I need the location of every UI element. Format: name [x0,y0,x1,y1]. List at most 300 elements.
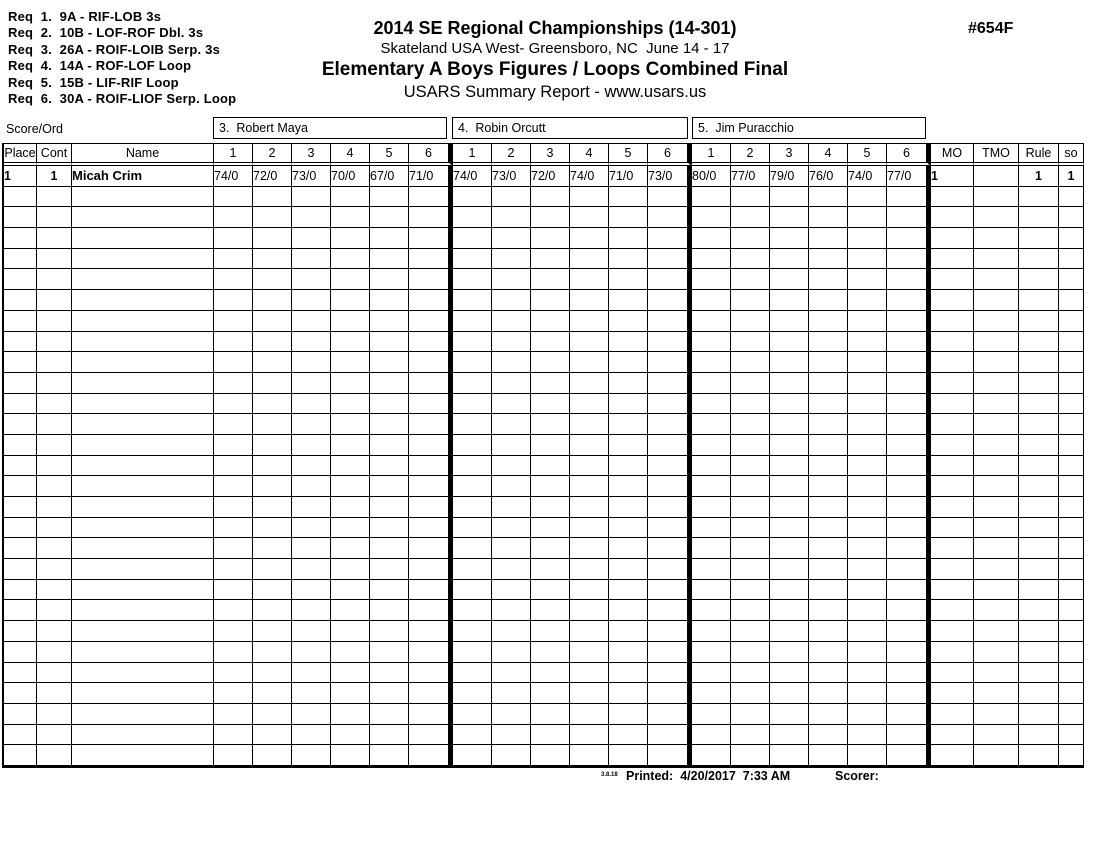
empty-cell [931,311,974,332]
empty-row [4,290,1084,311]
empty-cell [648,580,692,601]
empty-cell [848,497,887,518]
empty-cell [809,704,848,725]
empty-cell [453,187,492,208]
empty-cell [370,704,409,725]
empty-cell [1059,290,1084,311]
col-header-so: so [1059,144,1084,166]
empty-cell [531,249,570,270]
empty-cell [1059,187,1084,208]
empty-cell [809,352,848,373]
empty-cell [648,518,692,539]
empty-cell [37,725,72,746]
empty-cell [770,435,809,456]
empty-cell [609,269,648,290]
empty-cell [974,207,1019,228]
empty-cell [1059,228,1084,249]
empty-row [4,332,1084,353]
empty-cell [331,290,370,311]
empty-cell [1019,683,1059,704]
empty-cell [570,352,609,373]
empty-cell [974,600,1019,621]
empty-cell [692,414,731,435]
empty-cell [492,373,531,394]
empty-cell [609,228,648,249]
empty-cell [453,497,492,518]
empty-cell [1059,311,1084,332]
empty-cell [648,621,692,642]
empty-cell [492,332,531,353]
empty-cell [974,456,1019,477]
requirement-line: Req 4. 14A - ROF-LOF Loop [8,58,192,74]
empty-cell [1019,207,1059,228]
empty-cell [292,683,331,704]
col-header-score: 2 [492,144,531,166]
empty-cell [72,207,214,228]
empty-cell [809,663,848,684]
score-cell: 77/0 [731,166,770,187]
empty-row [4,683,1084,704]
empty-cell [253,642,292,663]
empty-cell [214,642,253,663]
empty-cell [409,559,453,580]
empty-cell [974,518,1019,539]
empty-cell [1059,745,1084,766]
report-type-line: USARS Summary Report - www.usars.us [403,83,707,101]
empty-cell [492,476,531,497]
empty-cell [1019,414,1059,435]
empty-cell [4,683,37,704]
empty-cell [974,476,1019,497]
empty-cell [292,518,331,539]
empty-cell [531,373,570,394]
venue-line: Skateland USA West- Greensboro, NC June 14 - 17 [380,40,730,57]
empty-cell [731,725,770,746]
empty-cell [570,476,609,497]
empty-cell [809,394,848,415]
empty-cell [809,269,848,290]
empty-cell [974,745,1019,766]
empty-cell [331,745,370,766]
empty-cell [214,311,253,332]
empty-cell [1019,559,1059,580]
empty-cell [72,663,214,684]
empty-cell [214,352,253,373]
empty-cell [887,249,931,270]
empty-cell [1059,559,1084,580]
empty-cell [37,435,72,456]
empty-cell [531,187,570,208]
empty-cell [370,683,409,704]
empty-row [4,538,1084,559]
empty-cell [214,476,253,497]
empty-cell [370,352,409,373]
empty-cell [770,332,809,353]
empty-cell [253,497,292,518]
empty-cell [1059,269,1084,290]
score-cell: 74/0 [848,166,887,187]
empty-cell [331,394,370,415]
empty-cell [692,518,731,539]
empty-cell [692,559,731,580]
empty-cell [848,228,887,249]
empty-cell [809,559,848,580]
empty-cell [253,745,292,766]
empty-cell [692,352,731,373]
empty-row [4,518,1084,539]
empty-cell [331,538,370,559]
empty-cell [253,290,292,311]
empty-cell [809,476,848,497]
empty-cell [331,456,370,477]
empty-cell [848,683,887,704]
score-cell: 74/0 [570,166,609,187]
empty-cell [409,228,453,249]
empty-cell [331,725,370,746]
empty-cell [492,642,531,663]
empty-cell [292,249,331,270]
empty-row [4,559,1084,580]
empty-cell [370,725,409,746]
empty-cell [370,580,409,601]
empty-cell [609,476,648,497]
judge-header-robin-orcutt: 4. Robin Orcutt [452,117,688,139]
empty-cell [848,621,887,642]
empty-row [4,497,1084,518]
empty-cell [370,311,409,332]
score-cell: 74/0 [214,166,253,187]
empty-cell [1019,373,1059,394]
empty-cell [214,683,253,704]
empty-cell [1059,683,1084,704]
empty-cell [4,642,37,663]
empty-cell [37,290,72,311]
empty-cell [692,725,731,746]
empty-cell [370,332,409,353]
empty-cell [292,476,331,497]
empty-cell [370,269,409,290]
empty-cell [453,435,492,456]
empty-cell [887,725,931,746]
empty-cell [570,621,609,642]
empty-cell [692,642,731,663]
empty-cell [37,683,72,704]
empty-cell [37,373,72,394]
empty-cell [531,456,570,477]
empty-cell [409,518,453,539]
empty-cell [887,207,931,228]
empty-cell [1059,373,1084,394]
empty-cell [72,642,214,663]
empty-cell [453,580,492,601]
empty-cell [370,538,409,559]
empty-cell [1059,414,1084,435]
empty-row [4,249,1084,270]
empty-cell [214,600,253,621]
empty-cell [731,249,770,270]
score-cell: 73/0 [492,166,531,187]
empty-cell [292,352,331,373]
empty-cell [887,642,931,663]
empty-cell [974,580,1019,601]
empty-cell [731,704,770,725]
skater-result-row [4,166,1084,187]
empty-cell [409,642,453,663]
software-version: 3.8.18 [601,772,618,778]
empty-cell [809,518,848,539]
empty-cell [531,600,570,621]
empty-cell [72,600,214,621]
empty-cell [1059,580,1084,601]
empty-cell [809,187,848,208]
empty-cell [931,435,974,456]
empty-cell [770,373,809,394]
empty-cell [531,207,570,228]
printed-timestamp [626,769,790,783]
empty-cell [370,249,409,270]
empty-cell [570,311,609,332]
empty-cell [848,394,887,415]
empty-cell [37,580,72,601]
empty-cell [770,538,809,559]
empty-cell [453,352,492,373]
col-header-name: Name [72,144,214,166]
empty-cell [848,414,887,435]
empty-cell [609,332,648,353]
empty-cell [974,414,1019,435]
empty-cell [370,394,409,415]
empty-cell [692,580,731,601]
empty-cell [37,228,72,249]
empty-cell [931,559,974,580]
empty-cell [4,456,37,477]
empty-cell [492,456,531,477]
empty-cell [214,621,253,642]
empty-cell [731,290,770,311]
empty-cell [848,704,887,725]
empty-cell [931,249,974,270]
empty-cell [570,683,609,704]
empty-cell [648,456,692,477]
col-header-score: 4 [809,144,848,166]
empty-cell [331,435,370,456]
empty-cell [4,290,37,311]
empty-cell [974,621,1019,642]
empty-cell [72,373,214,394]
empty-cell [37,414,72,435]
empty-cell [4,497,37,518]
empty-cell [770,642,809,663]
empty-cell [214,580,253,601]
empty-row [4,187,1084,208]
empty-cell [37,663,72,684]
empty-cell [214,414,253,435]
empty-cell [4,311,37,332]
empty-cell [731,269,770,290]
empty-cell [409,725,453,746]
empty-cell [253,311,292,332]
empty-cell [370,290,409,311]
empty-cell [731,745,770,766]
empty-cell [292,642,331,663]
empty-cell [809,683,848,704]
empty-cell [453,745,492,766]
empty-cell [214,704,253,725]
empty-cell [214,435,253,456]
empty-cell [253,352,292,373]
empty-cell [453,332,492,353]
empty-cell [974,394,1019,415]
empty-cell [809,538,848,559]
empty-cell [648,725,692,746]
empty-cell [648,538,692,559]
empty-cell [331,621,370,642]
col-header-cont: Cont [37,144,72,166]
empty-cell [409,394,453,415]
empty-cell [72,249,214,270]
empty-cell [570,332,609,353]
col-header-score: 5 [370,144,409,166]
empty-cell [887,311,931,332]
empty-cell [72,228,214,249]
empty-cell [809,745,848,766]
col-header-score: 5 [609,144,648,166]
empty-cell [731,642,770,663]
empty-cell [692,476,731,497]
empty-cell [409,704,453,725]
empty-cell [531,476,570,497]
empty-cell [492,725,531,746]
empty-cell [370,414,409,435]
empty-cell [770,663,809,684]
empty-cell [409,207,453,228]
empty-cell [37,249,72,270]
empty-cell [331,228,370,249]
empty-cell [409,249,453,270]
empty-cell [609,704,648,725]
empty-cell [570,580,609,601]
empty-cell [931,414,974,435]
empty-cell [292,600,331,621]
empty-cell [931,725,974,746]
empty-cell [492,228,531,249]
empty-cell [253,187,292,208]
empty-cell [809,725,848,746]
empty-cell [931,290,974,311]
empty-cell [331,559,370,580]
empty-cell [931,476,974,497]
empty-cell [648,249,692,270]
empty-cell [887,290,931,311]
empty-cell [692,745,731,766]
empty-cell [609,497,648,518]
empty-cell [570,745,609,766]
empty-cell [609,290,648,311]
empty-cell [692,249,731,270]
empty-cell [370,456,409,477]
empty-cell [370,663,409,684]
empty-cell [770,683,809,704]
empty-cell [570,642,609,663]
empty-cell [214,518,253,539]
empty-cell [887,187,931,208]
empty-cell [72,497,214,518]
empty-cell [609,559,648,580]
empty-cell [770,518,809,539]
empty-cell [492,414,531,435]
empty-cell [931,187,974,208]
empty-cell [974,559,1019,580]
empty-cell [292,621,331,642]
empty-cell [809,435,848,456]
empty-cell [292,580,331,601]
empty-cell [453,518,492,539]
empty-cell [492,497,531,518]
empty-cell [370,373,409,394]
empty-cell [4,207,37,228]
empty-cell [974,683,1019,704]
empty-cell [4,269,37,290]
empty-cell [731,621,770,642]
empty-cell [492,683,531,704]
empty-cell [848,642,887,663]
empty-cell [531,332,570,353]
empty-cell [848,187,887,208]
empty-cell [292,435,331,456]
empty-cell [37,600,72,621]
empty-cell [648,642,692,663]
empty-cell [253,394,292,415]
empty-cell [648,228,692,249]
empty-row [4,435,1084,456]
empty-cell [848,269,887,290]
empty-cell [770,249,809,270]
empty-cell [531,621,570,642]
empty-cell [931,580,974,601]
score-cell: 73/0 [292,166,331,187]
empty-cell [974,373,1019,394]
empty-cell [4,435,37,456]
col-header-score: 1 [453,144,492,166]
empty-cell [453,538,492,559]
empty-cell [731,476,770,497]
empty-cell [4,518,37,539]
score-ord-label: Score/Ord [6,122,63,136]
empty-cell [931,228,974,249]
empty-cell [887,580,931,601]
empty-cell [809,642,848,663]
empty-cell [887,518,931,539]
empty-cell [492,518,531,539]
empty-cell [453,683,492,704]
empty-cell [531,414,570,435]
empty-cell [692,207,731,228]
empty-cell [370,745,409,766]
score-cell: 71/0 [409,166,453,187]
empty-cell [1059,725,1084,746]
empty-cell [731,311,770,332]
judge-header-robert-maya: 3. Robert Maya [213,117,447,139]
mo-value: 1 [931,166,974,187]
requirement-line: Req 1. 9A - RIF-LOB 3s [8,9,162,24]
empty-cell [974,352,1019,373]
empty-cell [253,228,292,249]
empty-cell [292,394,331,415]
column-header-row [4,144,1084,166]
empty-cell [1059,538,1084,559]
empty-cell [370,642,409,663]
empty-cell [72,518,214,539]
